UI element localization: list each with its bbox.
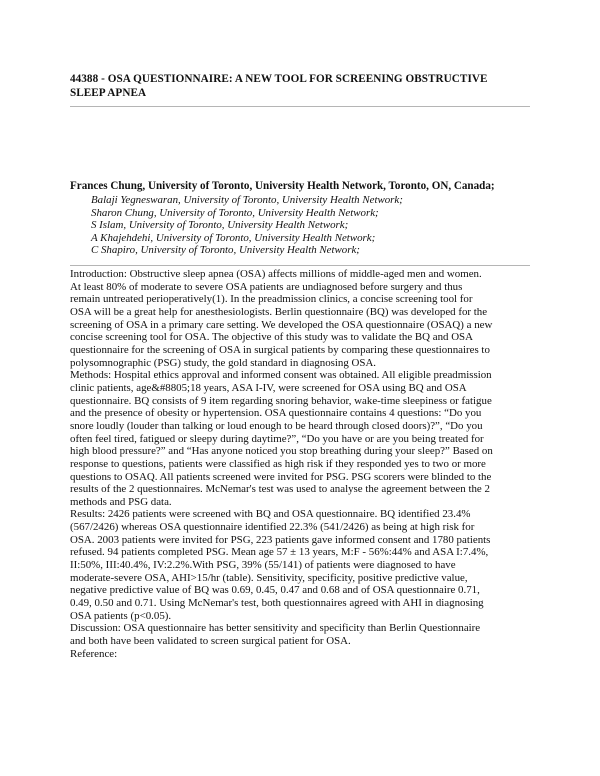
abstract-line: At least 80% of moderate to severe OSA patients are undiagnosed before surgery and thus [70,280,463,293]
abstract-line: and both have been validated to screen surgical patient for OSA. [70,635,351,648]
abstract-line: concise screening tool for OSA. The objective of this study was to validate the BQ and OSA [70,331,473,344]
abstract-line: refused. 94 patients completed PSG. Mean age 57 ± 13 years, M:F - 56%:44% and ASA I:7.4%, [70,546,489,559]
abstract-line: Methods: Hospital ethics approval and informed consent was obtained. All eligible preadmission [70,369,492,382]
abstract-line: snore loudly (louder than talking or loud enough to be heard through closed doors)?”, “Do you [70,419,483,432]
coauthor: Sharon Chung, University of Toronto, University Health Network; [91,206,379,219]
abstract-line: OSA. 2003 patients were invited for PSG, 223 patients gave informed consent and 1780 patients [70,533,491,546]
abstract-line: questionnaire for the screening of OSA in surgical patients by comparing these questionnaires to [70,343,490,356]
abstract-line: high blood pressure?” and “Has anyone noticed you stop breathing during your sleep?” Based on [70,445,493,458]
abstract-line: clinic patients, age&#8805;18 years, ASA I-IV, were screened for OSA using BQ and OSA [70,381,467,394]
title-divider [70,106,530,107]
abstract-line: questionnaire. BQ consists of 9 item regarding snoring behavior, wake-time sleepiness or fatigue [70,394,492,407]
coauthor: Balaji Yegneswaran, University of Toronto, University Health Network; [91,194,403,206]
coauthor: S Islam, University of Toronto, University Health Network; [91,219,349,232]
abstract-line: OSA will be a great help for anesthesiologists. Berlin questionnaire (BQ) was developed for the [70,305,488,318]
abstract-line: response to questions, patients were classified as high risk if they responded yes to two or more [70,457,486,470]
coauthor: C Shapiro, University of Toronto, University Health Network; [91,244,360,257]
coauthor: A Khajehdehi, University of Toronto, University Health Network; [91,231,376,244]
abstract-line: Introduction: Obstructive sleep apnea (OSA) affects millions of middle-aged men and women. [70,268,482,280]
abstract-body [70,268,534,660]
coauthor-list [91,194,511,257]
abstract-line: OSA patients (p<0.05). [70,609,172,622]
abstract-line: 0.49, 0.50 and 0.71. Using McNemar's test, both questionnaires agreed with AHI in diagnosing [70,597,484,610]
title-line-2: SLEEP APNEA [70,87,147,99]
abstract-line: (567/2426) whereas OSA questionnaire identified 22.3% (541/2426) as being at high risk for [70,521,475,534]
abstract-line: II:50%, III:40.4%, IV:2.2%.With PSG, 39% (55/141) of patients were diagnosed to have [70,559,456,572]
abstract-line: moderate-severe OSA, AHI>15/hr (table). Sensitivity, specificity, positive predictive value, [70,571,468,584]
abstract-line: and the presence of obesity or hypertension. OSA questionnaire contains 4 questions: “Do you [70,407,482,420]
abstract-line: screening of OSA in a primary care setting. We developed the OSA questionnaire (OSAQ) a new [70,318,493,331]
abstract-line: negative predictive value of BQ was 0.69, 0.45, 0.47 and 0.68 and of OSA questionnaire 0.71, [70,584,480,597]
authors-divider [70,265,530,266]
abstract-line: methods and PSG data. [70,495,172,508]
abstract-line: polysomnographic (PSG) study, the gold standard in diagnosing OSA. [70,356,377,369]
abstract-line: questions to OSAQ. All patients screened were invited for PSG. PSG scorers were blinded to the [70,470,492,483]
abstract-line: Discussion: OSA questionnaire has better sensitivity and specificity than Berlin Questionnaire [70,622,481,635]
title-line-1: 44388 - OSA QUESTIONNAIRE: A NEW TOOL FOR SCREENING OBSTRUCTIVE [70,73,488,85]
abstract-line: often feel tired, fatigued or sleepy during daytime?”, “Do you have or are you being treated for [70,432,484,445]
abstract-line: Reference: [70,647,118,660]
paper-title [70,72,530,100]
abstract-line: remain untreated perioperatively(1). In the preadmission clinics, a concise screening tool for [70,293,473,306]
abstract-line: results of the 2 questionnaires. McNemar's test was used to analyse the agreement between the 2 [70,483,490,496]
abstract-line: Results: 2426 patients were screened with BQ and OSA questionnaire. BQ identified 23.4% [70,508,471,521]
lead-author: Frances Chung, University of Toronto, University Health Network, Toronto, ON, Canada; [70,180,495,192]
